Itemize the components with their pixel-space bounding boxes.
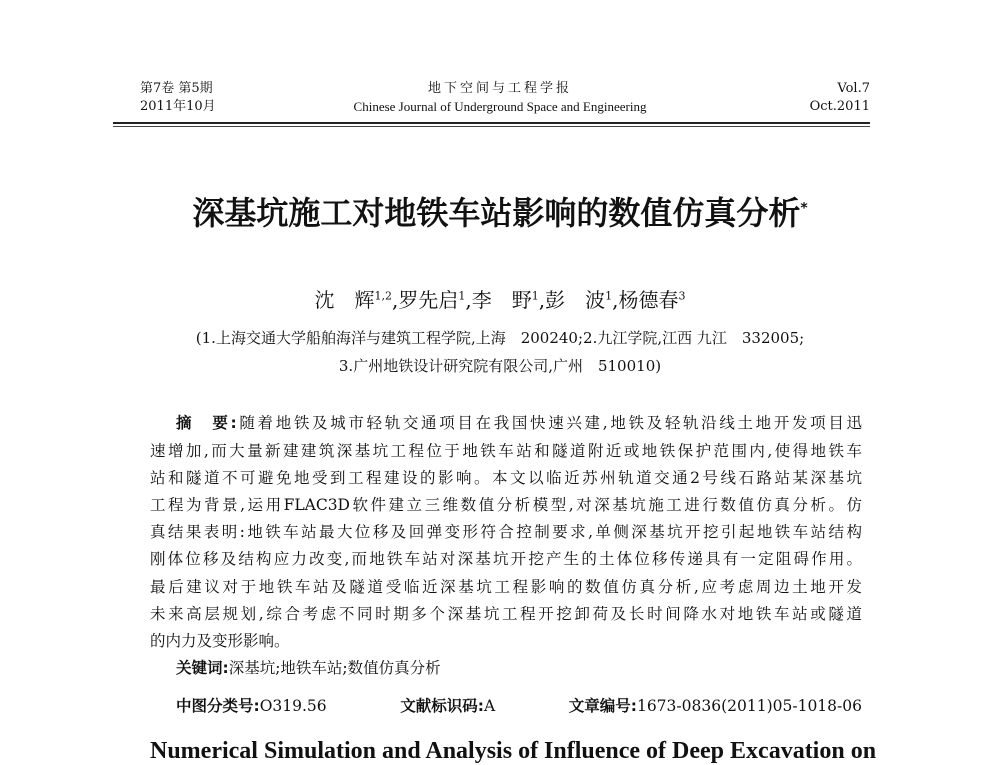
abstract-line: 摘 要:随着地铁及城市轻轨交通项目在我国快速兴建,地铁及轻轨沿线土地开发项目迅	[176, 414, 862, 432]
journal-name-en: Chinese Journal of Underground Space and Engineering	[353, 99, 647, 114]
author: 罗先启$^1$	[398, 288, 466, 312]
keywords-label: 关键词:	[176, 659, 229, 677]
abstract-line: 刚体位移及结构应力改变,而地铁车站对深基坑开挖产生的土体位移传递具有一定阻碍作用。	[150, 550, 862, 568]
author: 彭 波$^1$	[545, 288, 613, 312]
english-title: Numerical Simulation and Analysis of Influence of Deep Excavation on	[150, 738, 877, 764]
keywords-value: 深基坑;地铁车站;数值仿真分析	[228, 659, 441, 677]
author-list: 沈 辉$^{1,2}$,罗先启$^1$,李 野$^1$,彭 波$^1$,杨德春$^3$	[314, 288, 686, 312]
abstract-line: 站和隧道不可避免地受到工程建设的影响。本文以临近苏州轨道交通2号线石路站某深基坑	[150, 469, 862, 487]
abstract-line: 工程为背景,运用FLAC3D软件建立三维数值分析模型,对深基坑施工进行数值仿真分析。仿	[150, 496, 862, 514]
date-cn: 2011年10月	[140, 99, 216, 114]
affiliation-line: (1.上海交通大学船舶海洋与建筑工程学院,上海 200240;2.九江学院,江西 九江 332005;	[195, 329, 805, 347]
header-rule-thin	[113, 126, 870, 127]
abstract-line: 未来高层规划,综合考虑不同时期多个深基坑工程开挖卸荷及长时间降水对地铁车站或隧道	[150, 605, 862, 623]
author: 李 野$^1$	[471, 288, 539, 312]
keywords	[176, 656, 441, 678]
journal-name-cn: 地下空间与工程学报	[427, 81, 572, 96]
paper-title	[0, 188, 1000, 234]
document-code: 文献标识码:A	[400, 697, 496, 715]
article-number: 文章编号:1673-0836(2011)05-1018-06	[568, 697, 862, 715]
author: 沈 辉$^{1,2}$	[314, 288, 393, 312]
abstract-line: 速增加,而大量新建建筑深基坑工程位于地铁车站和隧道附近或地铁保护范围内,使得地铁车	[150, 442, 862, 460]
volume-en: Vol.7	[837, 81, 870, 96]
classification-row	[176, 694, 862, 716]
volume-issue-cn: 第7卷 第5期	[140, 81, 213, 96]
abstract-line: 的内力及变形影响。	[150, 632, 290, 650]
title-text: 深基坑施工对地铁车站影响的数值仿真分析	[192, 194, 801, 232]
header-rule	[113, 122, 870, 124]
abstract-line: 最后建议对于地铁车站及隧道受临近深基坑工程影响的数值仿真分析,应考虑周边土地开发	[150, 578, 862, 596]
abstract-line: 真结果表明:地铁车站最大位移及回弹变形符合控制要求,单侧深基坑开挖引起地铁车站结构	[150, 523, 862, 541]
title-footnote-mark: *	[800, 200, 808, 217]
affiliation-line: 3.广州地铁设计研究院有限公司,广州 510010)	[338, 357, 662, 375]
author: 杨德春$^3$	[618, 288, 686, 312]
clc-number: 中图分类号:O319.56	[176, 697, 327, 715]
date-en: Oct.2011	[809, 99, 870, 114]
abstract-label: 摘 要:	[176, 414, 237, 432]
